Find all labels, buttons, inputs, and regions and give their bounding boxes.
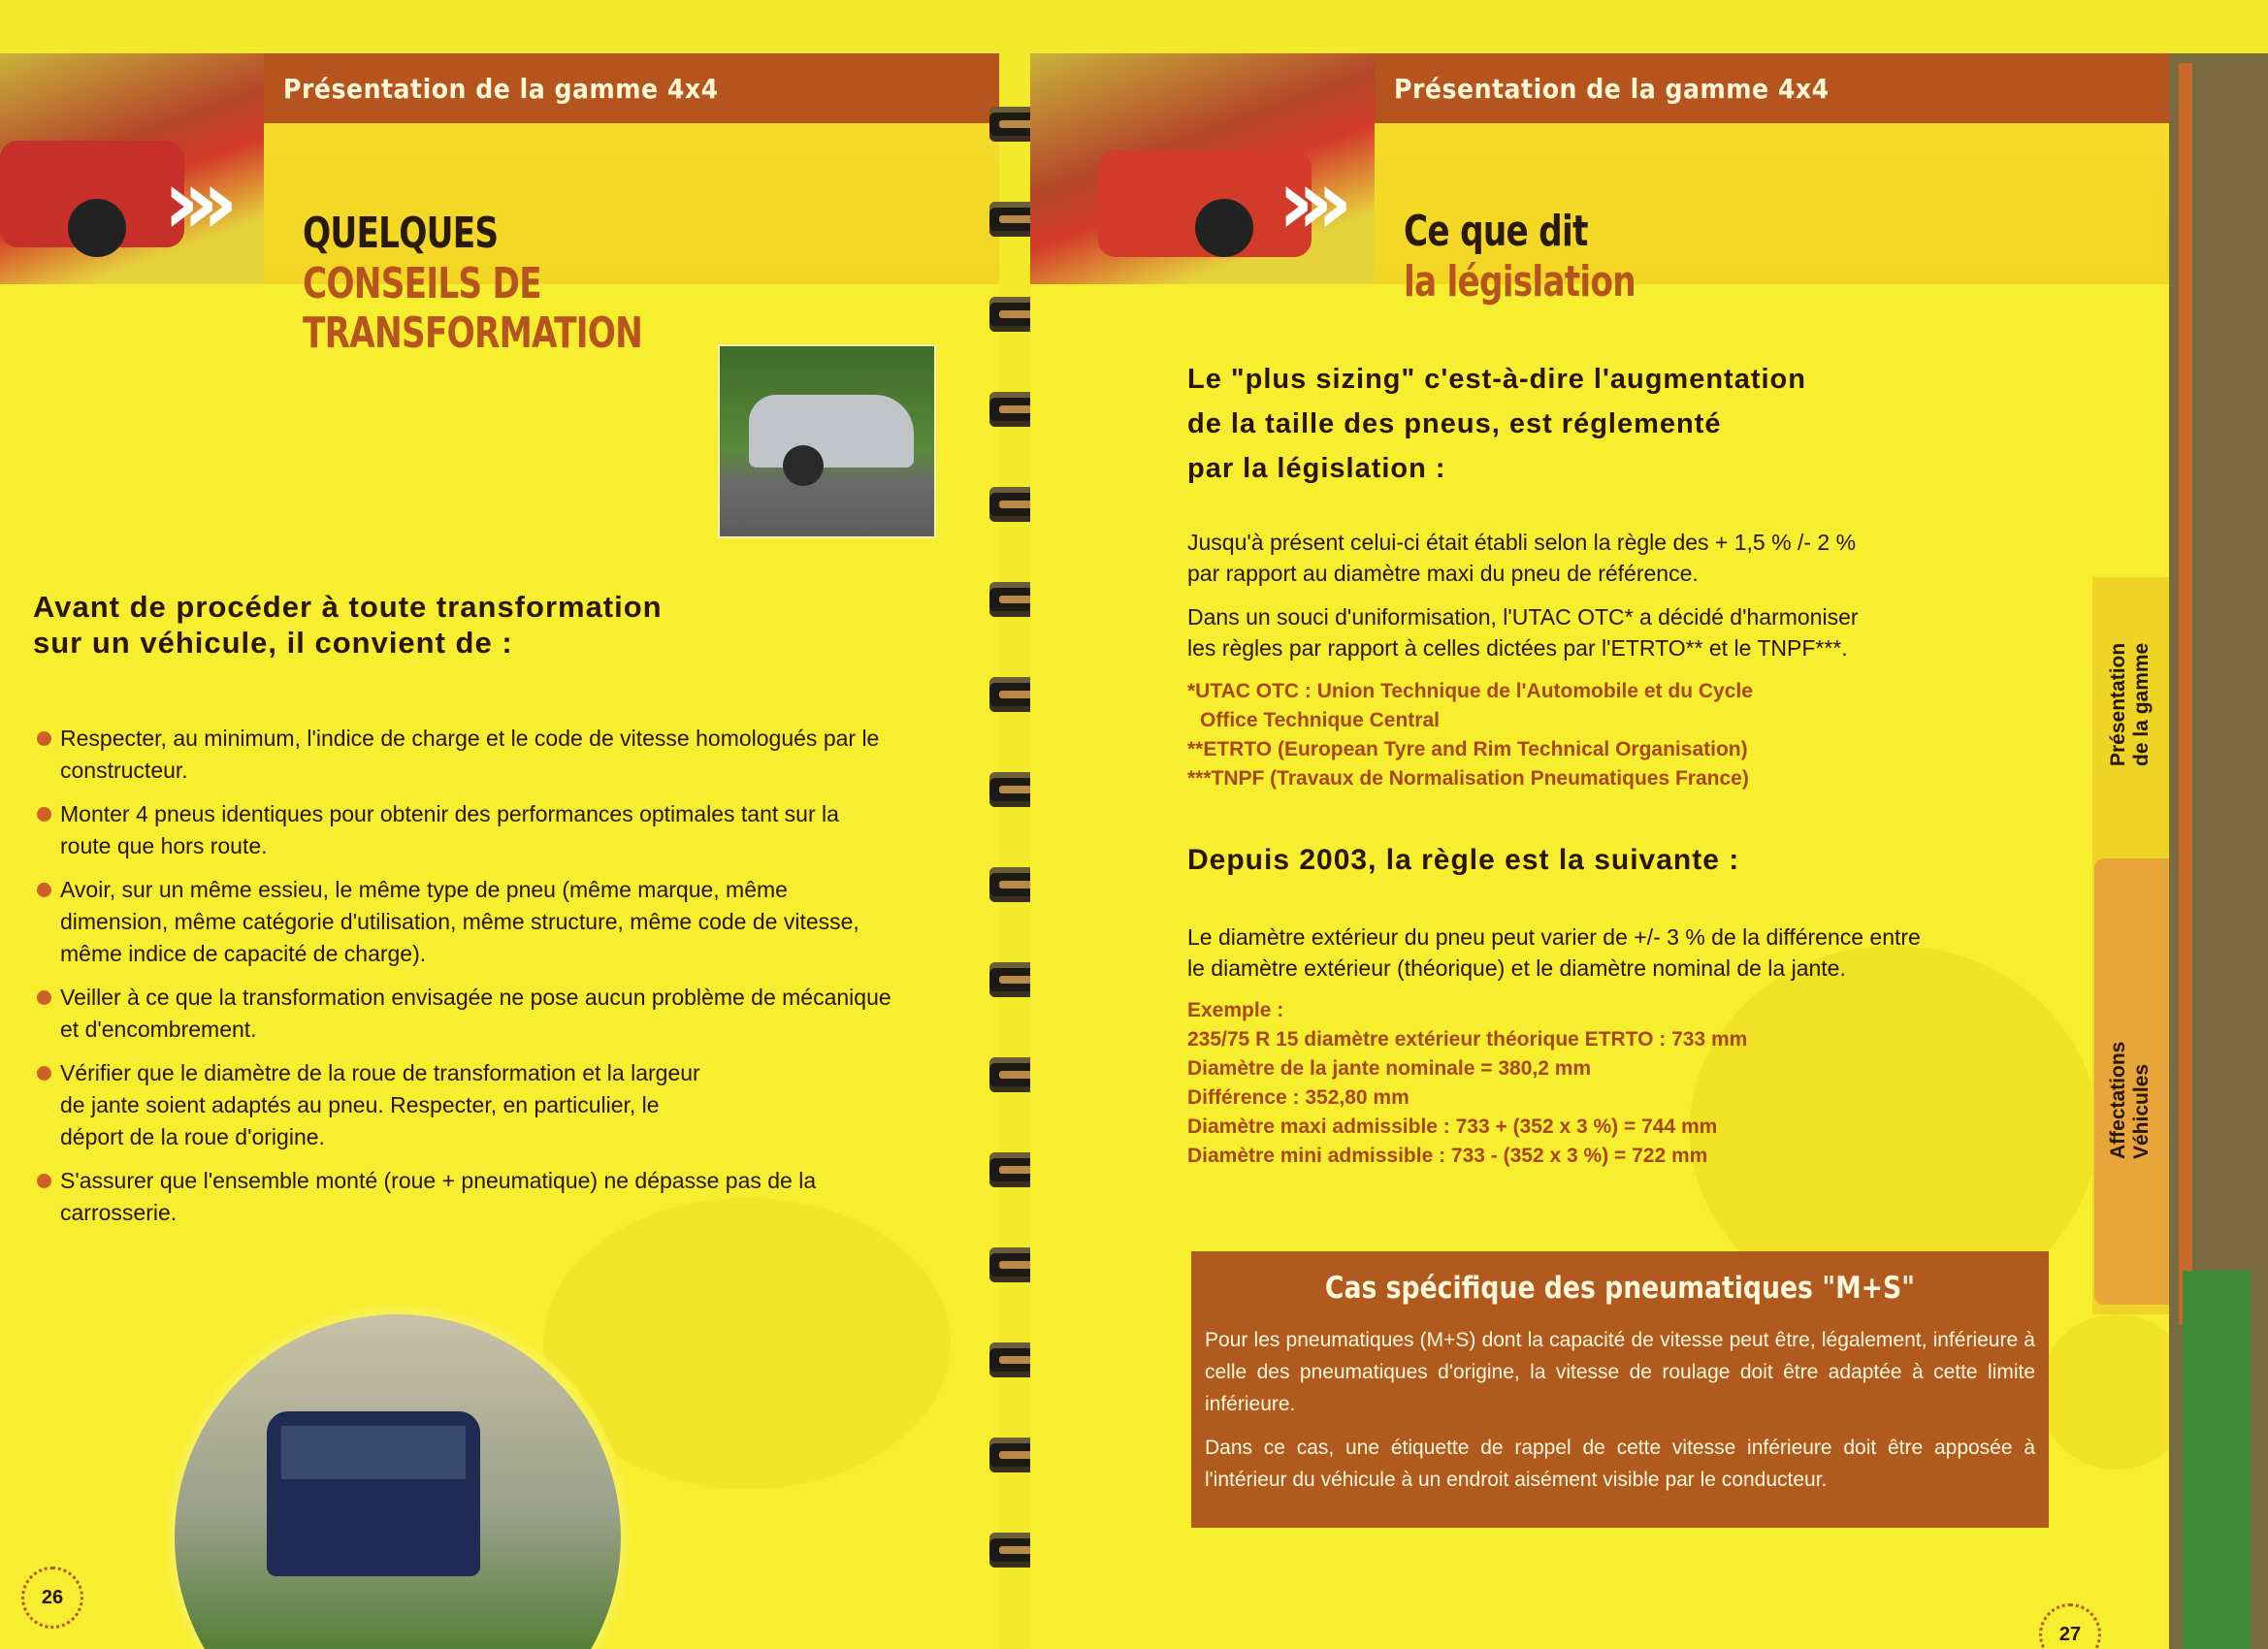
- splash-decoration: [2039, 1314, 2169, 1470]
- paragraph-line: Jusqu'à présent celui-ci était établi selon la règle des + 1,5 % /- 2 %: [1187, 530, 1857, 555]
- book-edge: [2169, 53, 2268, 1649]
- list-item: S'assurer que l'ensemble monté (roue + pneumatique) ne dépasse pas de la carrosserie.: [33, 1165, 894, 1229]
- bullet-dot: [37, 990, 51, 1005]
- footnote: **ETRTO (European Tyre and Rim Technical Organisation): [1187, 738, 1748, 760]
- ms-box-title: Cas spécifique des pneumatiques "M+S": [1324, 1271, 1916, 1306]
- paragraph-line: Le diamètre extérieur du pneu peut varier de +/- 3 % de la différence entre: [1187, 924, 1921, 950]
- bullet-dot: [37, 731, 51, 746]
- example-line: Diamètre maxi admissible : 733 + (352 x 3 %) = 744 mm: [1187, 1116, 1718, 1138]
- heading-line1: Le "plus sizing" c'est-à-dire l'augmentation: [1187, 364, 1806, 395]
- rally-cars-photo: [0, 53, 264, 284]
- advice-list: [33, 723, 896, 1241]
- list-item: Veiller à ce que la transformation envisagée ne pose aucun problème de mécanique et d'encombrement.: [33, 982, 894, 1046]
- footnote: Office Technique Central: [1200, 709, 1440, 731]
- intro-heading-line1: Avant de procéder à toute transformation: [33, 590, 663, 624]
- paragraph-line: les règles par rapport à celles dictées par l'ETRTO** et le TNPF***.: [1187, 635, 1848, 661]
- page-edge-stack: [2179, 63, 2192, 1324]
- title-box: [1375, 123, 2169, 307]
- page-number: 26: [21, 1567, 83, 1629]
- page-title-line1: Ce que dit: [1404, 207, 1588, 256]
- side-tab-presentation[interactable]: Présentation de la gamme: [2107, 642, 2153, 766]
- footnote: ***TNPF (Travaux de Normalisation Pneumatiques France): [1187, 767, 1749, 790]
- windshield-shape: [281, 1426, 466, 1479]
- example-line: Différence : 352,80 mm: [1187, 1086, 1409, 1109]
- paragraph-line: le diamètre extérieur (théorique) et le diamètre nominal de la jante.: [1187, 955, 1846, 981]
- photo-frame: [718, 344, 936, 538]
- bullet-dot: [37, 807, 51, 822]
- paragraph-line: Dans un souci d'uniformisation, l'UTAC OTC* a décidé d'harmoniser: [1187, 604, 1859, 630]
- chevron-arrows-icon: ›››: [1278, 150, 1336, 254]
- ms-box-paragraph: Dans ce cas, une étiquette de rappel de cette vitesse inférieure doit être apposée à l'intérieur du véhicule à un endroit aisément visible par le conducteur.: [1205, 1437, 2035, 1491]
- section-tag: Présentation de la gamme 4x4: [283, 73, 719, 105]
- green-tab: [2183, 1271, 2251, 1649]
- ms-info-box: [1191, 1251, 2049, 1528]
- chevron-arrows-icon: ›››: [163, 150, 221, 254]
- title-box: [264, 123, 999, 358]
- page-number: 27: [2039, 1603, 2101, 1649]
- example-line: Diamètre de la jante nominale = 380,2 mm: [1187, 1057, 1592, 1080]
- example-line: 235/75 R 15 diamètre extérieur théorique ETRTO : 733 mm: [1187, 1028, 1748, 1051]
- rule-heading: Depuis 2003, la règle est la suivante :: [1187, 844, 1740, 876]
- intro-heading-line2: sur un véhicule, il convient de :: [33, 626, 513, 660]
- left-page: [0, 53, 999, 1649]
- example-line: Diamètre mini admissible : 733 - (352 x 3 %) = 722 mm: [1187, 1145, 1708, 1167]
- list-item: Vérifier que le diamètre de la roue de transformation et la largeur de jante soient adaptés au pneu. Respecter, en particulier, le déport de la roue d'origine.: [33, 1057, 700, 1153]
- list-item: Respecter, au minimum, l'indice de charge et le code de vitesse homologués par le constructeur.: [33, 723, 894, 787]
- wheel-shape: [1195, 199, 1253, 257]
- section-tag: Présentation de la gamme 4x4: [1394, 73, 1830, 105]
- side-tab-affectations[interactable]: Affectations Véhicules: [2107, 1041, 2153, 1159]
- suv-photo: [720, 346, 934, 536]
- list-item: Avoir, sur un même essieu, le même type de pneu (même marque, même dimension, même catégorie d'utilisation, même structure, même code de vitesse, même indice de capacité de charge).: [33, 874, 894, 970]
- section-tag-bar: [264, 53, 999, 123]
- section-tag-bar: [1375, 53, 2169, 123]
- heading-line2: de la taille des pneus, est réglementé: [1187, 408, 1722, 439]
- page-title-line2: CONSEILS DE TRANSFORMATION: [303, 259, 643, 358]
- footnote: *UTAC OTC : Union Technique de l'Automobile et du Cycle: [1187, 680, 1753, 702]
- silver-suv-shape: [749, 395, 914, 468]
- page-title-line2: la législation: [1404, 257, 1636, 307]
- bullet-dot: [37, 1066, 51, 1081]
- bullet-dot: [37, 1174, 51, 1188]
- wheel-shape: [68, 199, 126, 257]
- ms-box-paragraph: Pour les pneumatiques (M+S) dont la capacité de vitesse peut être, légalement, inférieure à celle des pneumatiques d'origine, la vitesse de roulage doit être adaptée à cette limite inférieure.: [1205, 1329, 2035, 1415]
- page-title-line1: QUELQUES: [303, 209, 499, 258]
- wheel-shape: [783, 445, 824, 486]
- list-item: Monter 4 pneus identiques pour obtenir des performances optimales tant sur la route que hors route.: [33, 798, 894, 862]
- paragraph-line: par rapport au diamètre maxi du pneu de référence.: [1187, 561, 1699, 586]
- example-label: Exemple :: [1187, 999, 1284, 1021]
- bullet-dot: [37, 883, 51, 897]
- heading-line3: par la législation :: [1187, 453, 1446, 484]
